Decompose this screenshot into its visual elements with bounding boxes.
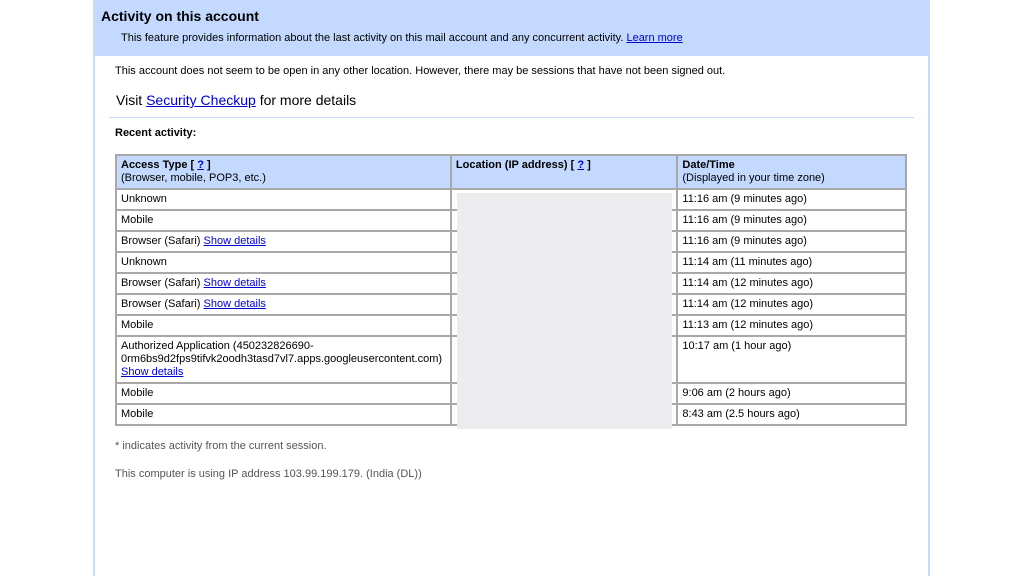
section-divider bbox=[109, 117, 914, 118]
description-text: This feature provides information about the last activity on this mail account and any concurrent activity. bbox=[121, 32, 624, 44]
datetime-cell: 11:16 am (9 minutes ago) bbox=[677, 231, 906, 252]
show-details-link[interactable]: Show details bbox=[121, 366, 184, 378]
access-type-help-link[interactable]: ? bbox=[197, 159, 204, 171]
page-title: Activity on this account bbox=[101, 8, 259, 24]
datetime-cell: 11:16 am (9 minutes ago) bbox=[677, 189, 906, 210]
show-details-link[interactable]: Show details bbox=[203, 235, 266, 247]
session-info: This account does not seem to be open in any other location. However, there may be sessions that have not been signed out. bbox=[115, 65, 726, 77]
datetime-cell: 11:13 am (12 minutes ago) bbox=[677, 315, 906, 336]
access-type-text: Unknown bbox=[121, 256, 167, 268]
access-type-cell bbox=[116, 252, 451, 273]
current-ip-note: This computer is using IP address 103.99.199.179. (India (DL)) bbox=[115, 468, 422, 480]
datetime-cell: 11:14 am (12 minutes ago) bbox=[677, 273, 906, 294]
access-type-text: Mobile bbox=[121, 319, 154, 331]
datetime-cell: 10:17 am (1 hour ago) bbox=[677, 336, 906, 383]
access-type-text: Mobile bbox=[121, 408, 154, 420]
header-bar bbox=[95, 0, 928, 56]
access-type-cell bbox=[116, 189, 451, 210]
datetime-subheader: (Displayed in your time zone) bbox=[682, 172, 825, 184]
access-type-text: Browser (Safari) bbox=[121, 235, 201, 247]
access-type-cell bbox=[116, 336, 451, 383]
table-header-row bbox=[116, 155, 906, 189]
learn-more-link[interactable]: Learn more bbox=[626, 32, 683, 44]
datetime-cell: 11:14 am (11 minutes ago) bbox=[677, 252, 906, 273]
access-type-cell bbox=[116, 231, 451, 252]
access-type-text: Mobile bbox=[121, 387, 154, 399]
access-type-cell bbox=[116, 273, 451, 294]
visit-suffix: for more details bbox=[255, 92, 357, 108]
show-details-link[interactable]: Show details bbox=[203, 277, 266, 289]
datetime-cell: 11:14 am (12 minutes ago) bbox=[677, 294, 906, 315]
current-session-footnote: * indicates activity from the current session. bbox=[115, 440, 327, 452]
access-type-subheader: (Browser, mobile, POP3, etc.) bbox=[121, 172, 266, 184]
access-type-header: Access Type [ ? ] (Browser, mobile, POP3, etc.) bbox=[116, 155, 451, 189]
security-checkup-link[interactable]: Security Checkup bbox=[146, 92, 256, 108]
recent-activity-label: Recent activity: bbox=[115, 127, 197, 139]
access-type-cell bbox=[116, 315, 451, 336]
access-type-cell bbox=[116, 210, 451, 231]
access-type-text: Authorized Application (450232826690-0rm6bs9d2fps9tifvk2oodh3tasd7vl7.apps.googleusercontent.com) bbox=[121, 340, 443, 365]
access-type-text: Browser (Safari) bbox=[121, 298, 201, 310]
location-header: Location (IP address) [ ? ] bbox=[451, 155, 677, 189]
access-type-text: Mobile bbox=[121, 214, 154, 226]
datetime-cell: 11:16 am (9 minutes ago) bbox=[677, 210, 906, 231]
access-type-text: Unknown bbox=[121, 193, 167, 205]
security-checkup-line bbox=[115, 92, 928, 108]
feature-description bbox=[121, 32, 928, 45]
datetime-cell: 9:06 am (2 hours ago) bbox=[677, 383, 906, 404]
access-type-cell bbox=[116, 294, 451, 315]
datetime-header: Date/Time (Displayed in your time zone) bbox=[677, 155, 906, 189]
visit-prefix: Visit bbox=[116, 92, 147, 108]
location-help-link[interactable]: ? bbox=[577, 159, 585, 171]
datetime-cell: 8:43 am (2.5 hours ago) bbox=[677, 404, 906, 425]
access-type-cell bbox=[116, 383, 451, 404]
access-type-cell bbox=[116, 404, 451, 425]
access-type-text: Browser (Safari) bbox=[121, 277, 201, 289]
redacted-location-block bbox=[457, 193, 672, 429]
show-details-link[interactable]: Show details bbox=[203, 298, 266, 310]
